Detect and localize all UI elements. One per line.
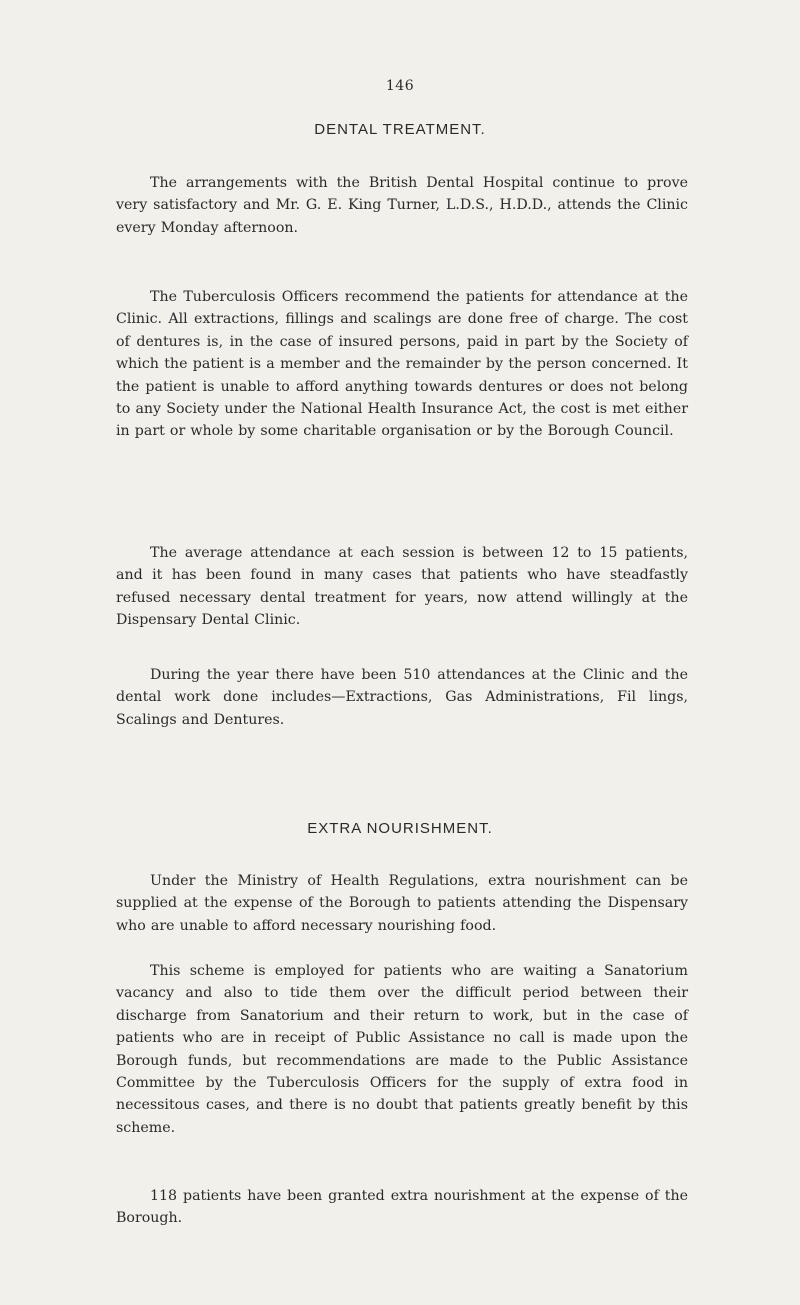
nourishment-paragraph-1: Under the Ministry of Health Regulations, extra nourishment can be supplied at the expense of the Borough to patients attending the Dispensary who are unable to afford necessary nourishing food.: [116, 873, 688, 934]
dental-paragraph-2: The Tuberculosis Officers recommend the patients for attendance at the Clinic. All extractions, fillings and scalings are done free of charge. The cost of dentures is, in the case of insured persons, paid in part by the Society of which the patient is a member and the remainder by the person concerned. It the patient is unable to afford anything towards dentures or does not belong to any Society under the National Health Insurance Act, the cost is met either in part or whole by some charitable organisation or by the Borough Council.: [116, 289, 688, 440]
nourishment-paragraph-2: This scheme is employed for patients who are waiting a Sanatorium vacancy and also to tide them over the difficult period between their discharge from Sanatorium and their return to work, but in the case of patients who are in receipt of Public Assistance no call is made upon the Borough funds, but recommendations are made to the Public Assistance Committee by the Tuberculosis Officers for the supply of extra food in necessitous cases, and there is no doubt that patients greatly benefit by this scheme.: [116, 963, 688, 1136]
dental-paragraph-3: The average attendance at each session is between 12 to 15 patients, and it has been found in many cases that patients who have steadfastly refused necessary dental treatment for years, now attend willingly at the Dispensary Dental Clinic.: [116, 545, 688, 629]
section-heading-dental-treatment: DENTAL TREATMENT.: [314, 121, 486, 138]
section-heading-extra-nourishment: EXTRA NOURISHMENT.: [307, 820, 493, 837]
page-number: 146: [385, 78, 415, 94]
nourishment-paragraph-3: 118 patients have been granted extra nourishment at the expense of the Borough.: [116, 1188, 688, 1227]
dental-paragraph-1: The arrangements with the British Dental Hospital continue to prove very satisfactory and Mr. G. E. King Turner, L.D.S., H.D.D., attends the Clinic every Monday afternoon.: [116, 175, 688, 236]
dental-paragraph-4: During the year there have been 510 attendances at the Clinic and the dental work done includes—Extractions, Gas Administrations, Fil lings, Scalings and Dentures.: [116, 667, 688, 728]
